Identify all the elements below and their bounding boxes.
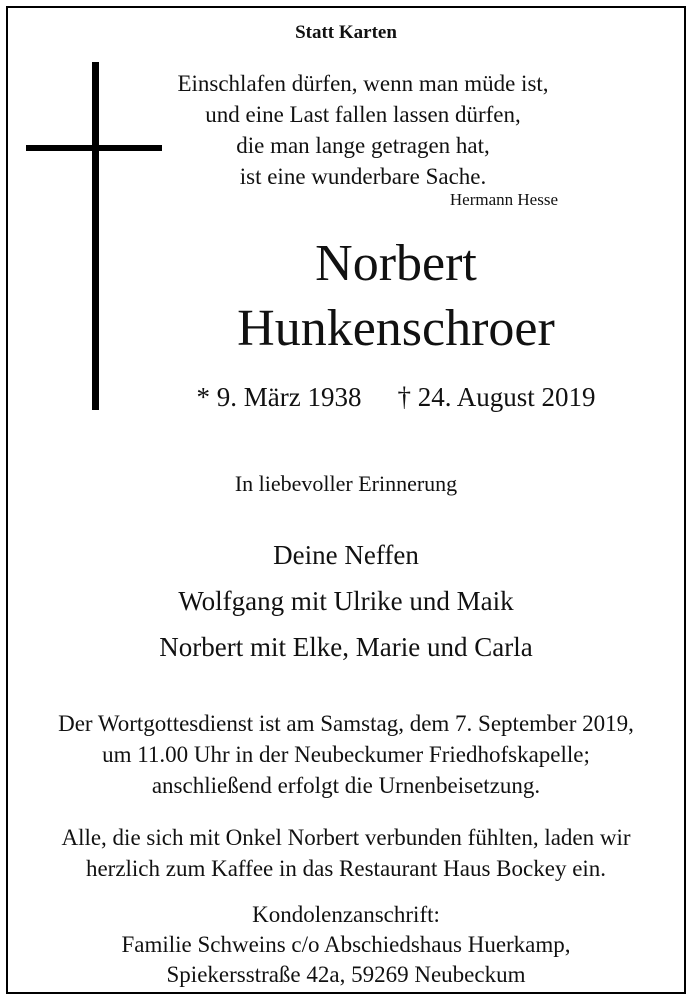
poem-author: Hermann Hesse [449, 190, 558, 209]
poem-line: ist eine wunderbare Sache. [239, 164, 487, 189]
death-date: † 24. August 2019 [397, 382, 596, 412]
memorial-line: In liebevoller Erinnerung [234, 471, 458, 496]
obituary-frame [6, 6, 686, 994]
condolence-line: Spiekersstraße 42a, 59269 Neubeckum [166, 962, 526, 987]
family-line: Wolfgang mit Ulrike und Maik [178, 586, 514, 616]
cross-icon-vertical-bar [92, 62, 99, 410]
poem-line: Einschlafen dürfen, wenn man müde ist, [177, 71, 549, 96]
poem-line: und eine Last fallen lassen dürfen, [205, 102, 521, 127]
birth-date: * 9. März 1938 [196, 382, 362, 412]
family-line: Deine Neffen [273, 540, 419, 570]
condolence-line: Familie Schweins c/o Abschiedshaus Huerkamp, [121, 932, 571, 957]
deceased-first-name: Norbert [315, 235, 477, 292]
deceased-last-name: Hunkenschroer [237, 300, 555, 357]
invitation-line: herzlich zum Kaffee in das Restaurant Haus Bockey ein. [85, 856, 607, 881]
poem-line: die man lange getragen hat, [236, 133, 490, 158]
service-paragraph [8, 708, 684, 801]
condolence-address [8, 900, 684, 990]
poem-quote [128, 68, 598, 192]
family-signatures [8, 532, 684, 670]
family-line: Norbert mit Elke, Marie und Carla [159, 632, 533, 662]
life-dates [108, 382, 684, 413]
invitation-paragraph [8, 822, 684, 884]
service-line: Der Wortgottesdienst ist am Samstag, dem 7. September 2019, [58, 711, 634, 736]
invitation-line: Alle, die sich mit Onkel Norbert verbunden fühlten, laden wir [61, 825, 631, 850]
service-line: anschließend erfolgt die Urnenbeisetzung. [151, 773, 541, 798]
header-statt-karten: Statt Karten [295, 22, 397, 43]
condolence-line: Kondolenzanschrift: [252, 902, 440, 927]
service-line: um 11.00 Uhr in der Neubeckumer Friedhofskapelle; [102, 742, 590, 767]
